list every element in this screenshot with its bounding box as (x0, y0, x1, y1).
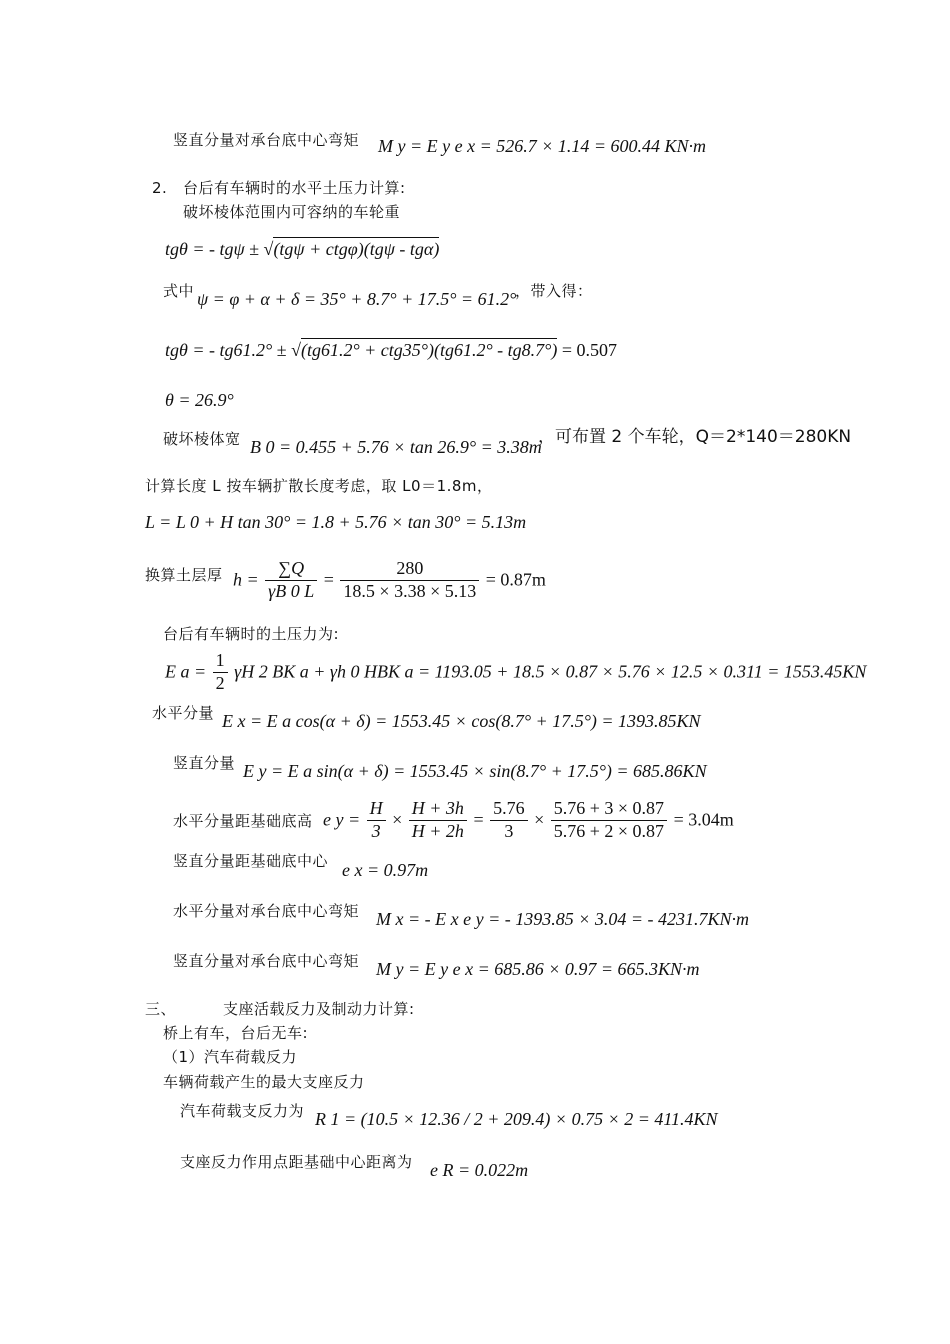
text-item-1: （1）汽车荷载反力 (163, 1048, 298, 1066)
equation-R1: R 1 = (10.5 × 12.36 / 2 + 209.4) × 0.75 × 2 = 411.4KN (315, 1109, 718, 1129)
equation-b0: B 0 = 0.455 + 5.76 × tan 26.9° = 3.38m (250, 437, 542, 457)
equation-ey-f1-num: H (369, 798, 383, 818)
text-ey-label: 水平分量距基础底高 (173, 812, 313, 830)
equation-ey-f1-den: 3 (367, 820, 386, 843)
section-2-number: 2. (152, 179, 168, 197)
text-cheliang: 车辆荷载产生的最大支座反力 (163, 1073, 365, 1091)
equation-ey-rhs: = 3.04m (673, 809, 734, 830)
equation-h-num2: 280 (396, 558, 424, 578)
equation-psi: ψ = φ + α + δ = 35° + 8.7° + 17.5° = 61.2° (197, 289, 517, 309)
text-r1-label: 汽车荷载支反力为 (180, 1102, 305, 1120)
text-ex-label: 竖直分量距基础底中心 (173, 852, 329, 870)
section-3-title: 支座活载反力及制动力计算: (223, 1000, 415, 1018)
text-pohuai-tail: ，可布置 2 个车轮，Q＝2*140＝280KN (538, 427, 852, 447)
equation-My-2: M y = E y e x = 685.86 × 0.97 = 665.3KN·m (376, 959, 700, 979)
equation-h-den1: γB 0 L (265, 580, 317, 603)
equation-h-den2: 18.5 × 3.38 × 5.13 (340, 580, 479, 603)
text-mx-label: 水平分量对承台底中心弯矩 (173, 902, 360, 920)
equation-L: L = L 0 + H tan 30° = 1.8 + 5.76 × tan 30° = 5.13m (145, 512, 527, 532)
equation-ey-lhs: e y = (323, 809, 361, 830)
equation-ey-f2-den: H + 2h (409, 820, 467, 843)
text-tuyali-title: 台后有车辆时的土压力为: (163, 625, 340, 643)
equation-tg-theta-2: tgθ = - tg61.2° ± √(tg61.2° + ctg35°)(tg61.2° - tg8.7°) = 0.507 (165, 340, 618, 360)
text-shizhong: 式中 (163, 282, 195, 300)
equation-Ea-half-num: 1 (215, 650, 225, 670)
equation-Ea-lhs: E a = (165, 661, 207, 682)
equation-ex: e x = 0.97m (342, 860, 429, 880)
equation-ey-f3-num: 5.76 (493, 798, 525, 818)
equation-Ey: E y = E a sin(α + δ) = 1553.45 × sin(8.7° + 17.5°) = 685.86KN (243, 761, 707, 781)
equation-Ex: E x = E a cos(α + δ) = 1553.45 × cos(8.7° + 17.5°) = 1393.85KN (222, 711, 701, 731)
equation-Ea-half-den: 2 (213, 672, 228, 695)
text-shuiping: 水平分量 (152, 704, 215, 722)
equation-eR: e R = 0.022m (430, 1160, 529, 1180)
equation-tg-theta-2-radicand: (tg61.2° + ctg35°)(tg61.2° - tg8.7°) (300, 340, 558, 360)
section-3-number: 三、 (145, 1000, 177, 1018)
equation-ey-f4-num: 5.76 + 3 × 0.87 (553, 798, 665, 818)
text-huansuan: 换算土层厚 (145, 566, 223, 584)
text-jisuan-length: 计算长度 L 按车辆扩散长度考虑，取 L0＝1.8m， (145, 477, 493, 495)
text-shuzhi: 竖直分量 (173, 754, 236, 772)
text-er-label: 支座反力作用点距基础中心距离为 (180, 1153, 413, 1171)
equation-ey: e y = $\frac{H}{3}$ × $\frac{H + 3h}{H + 2h}$ = $\frac{5.76}{3}$ × $\frac{5.76 + 3 \times 0.87}{5.76 + 2 \times 0.87}$ = 3.04m (323, 798, 734, 841)
equation-tg-theta-radicand: (tgψ + ctgφ)(tgψ - tgα) (273, 239, 440, 259)
equation-h-rhs: = 0.87m (485, 569, 546, 590)
equation-Ea-rhs: γH 2 BK a + γh 0 HBK a = 1193.05 + 18.5 × 0.87 × 5.76 × 12.5 × 0.311 = 1553.45KN (234, 661, 867, 682)
text-my-label-2: 竖直分量对承台底中心弯矩 (173, 952, 360, 970)
equation-tg-theta-lhs: tgθ = - tgψ ± (165, 239, 260, 259)
equation-my-1: M y = E y e x = 526.7 × 1.14 = 600.44 KN·m (378, 136, 707, 156)
text-qiaoshang: 桥上有车，台后无车: (163, 1024, 309, 1042)
text-my-label: 竖直分量对承台底中心弯矩 (173, 131, 360, 149)
equation-theta: θ = 26.9° (165, 390, 234, 410)
equation-h-num1: ∑Q (278, 558, 305, 578)
equation-ey-f2-num: H + 3h (411, 798, 464, 818)
equation-ey-f3-den: 3 (490, 820, 528, 843)
equation-h-lhs: h = (233, 569, 259, 590)
section-2-title: 台后有车辆时的水平土压力计算: (183, 179, 406, 197)
equation-tg-theta-2-rhs: = 0.507 (561, 340, 618, 360)
equation-Ea (165, 650, 866, 694)
section-2-subtitle: 破坏棱体范围内可容纳的车轮重 (183, 203, 401, 221)
equation-tg-theta: tgθ = - tgψ ± √(tgψ + ctgφ)(tgψ - tgα) (165, 239, 440, 259)
equation-ey-f4-den: 5.76 + 2 × 0.87 (551, 820, 667, 843)
text-dairu: ，带入得： (515, 282, 593, 300)
equation-Mx: M x = - E x e y = - 1393.85 × 3.04 = - 4231.7KN·m (376, 909, 750, 929)
text-pohuai-width: 破坏棱体宽 (163, 430, 241, 448)
equation-h: h = $\frac{\sum Q}{\gamma B 0 L}$ = $\frac{280}{18.5 \times 3.38 \times 5.13}$ = 0.87m (233, 558, 546, 601)
equation-tg-theta-2-lhs: tgθ = - tg61.2° ± (165, 340, 287, 360)
